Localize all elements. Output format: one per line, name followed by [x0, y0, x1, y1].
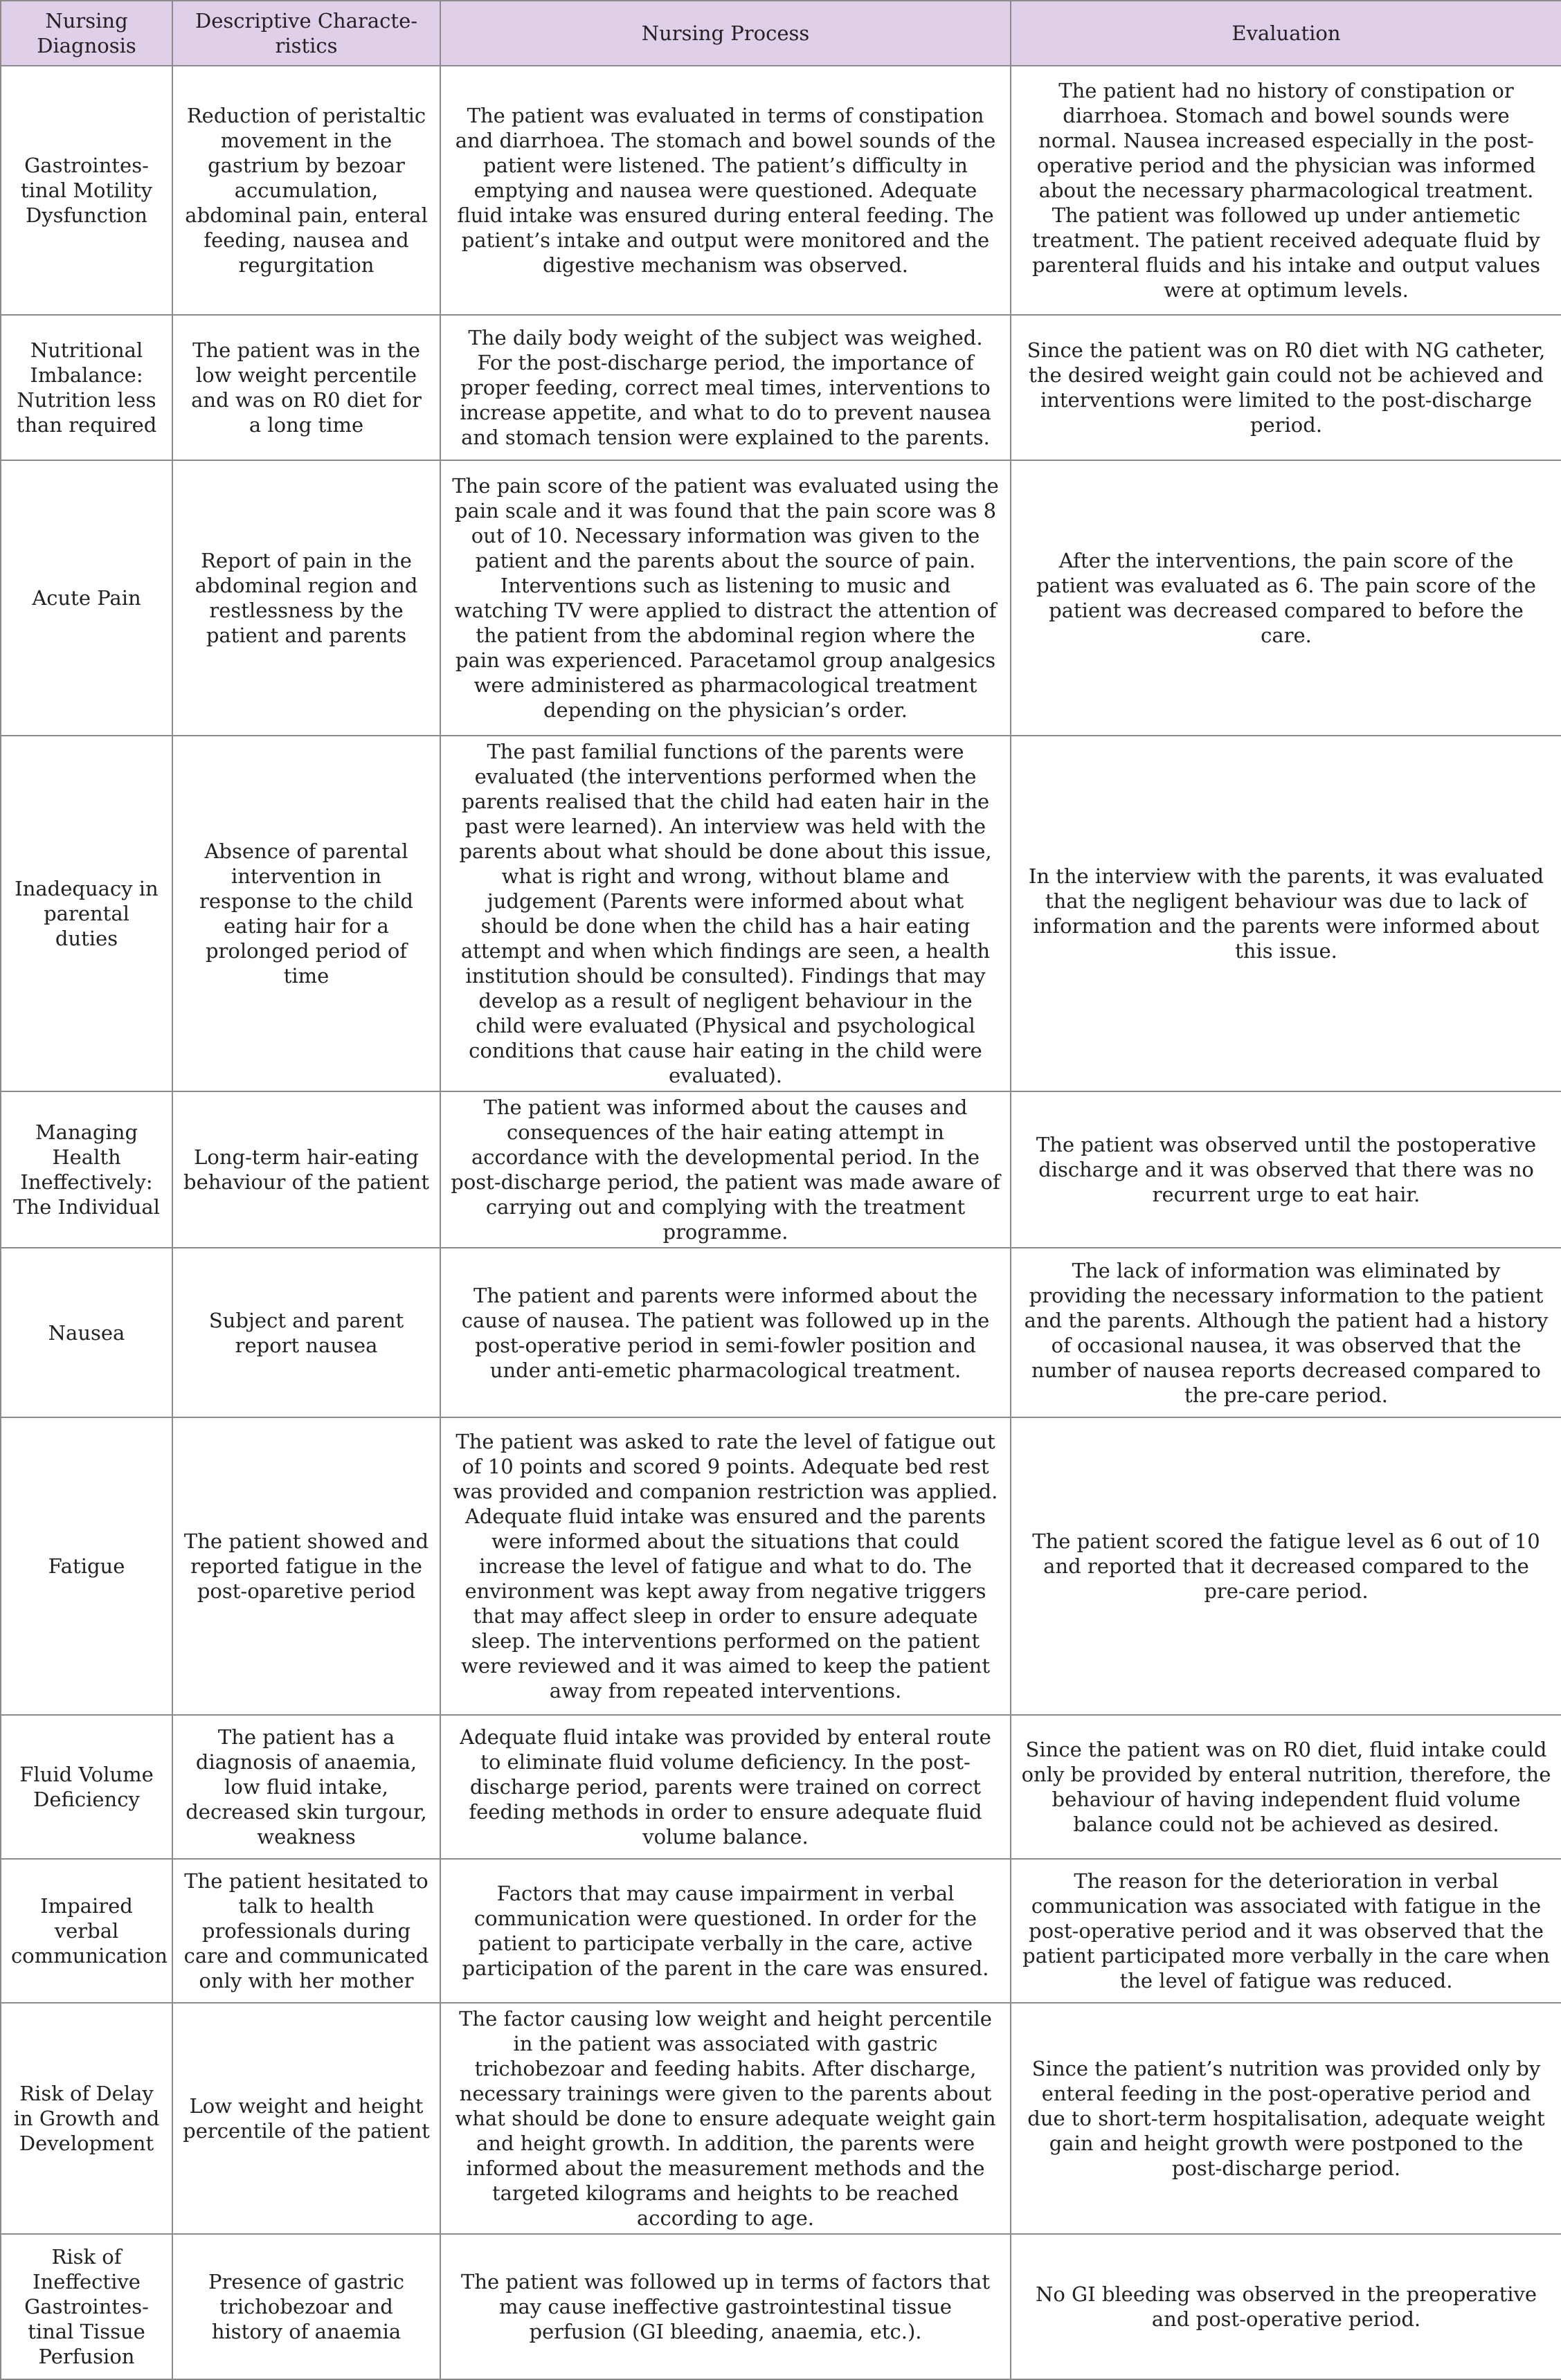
table-row — [1, 315, 1561, 460]
cell-characteristics: The patient showed and reported fatigue in the post-oparetive period — [172, 1417, 440, 1715]
table-row — [1, 1091, 1561, 1248]
table-row — [1, 460, 1561, 736]
cell-characteristics: Subject and parent report nausea — [172, 1248, 440, 1417]
table-row — [1, 2003, 1561, 2234]
cell-process: The patient and parents were informed about the cause of nausea. The patient was followed up in the post-operative period in semi-fowler position and under anti-emetic pharmacological treatment. — [440, 1248, 1011, 1417]
cell-diagnosis: Risk of Delay in Growth and Development — [1, 2003, 172, 2234]
header-descriptive-characteristics: Descriptive Characte-ristics — [172, 1, 440, 66]
cell-characteristics: Presence of gastric trichobezoar and history of anaemia — [172, 2234, 440, 2379]
cell-characteristics: The patient hesitated to talk to health professionals during care and communicated only with her mother — [172, 1859, 440, 2003]
cell-evaluation: The reason for the deterioration in verbal communication was associated with fatigue in the post-operative period and it was observed that the patient participated more verbally in the care when the level of fatigue was reduced. — [1011, 1859, 1561, 2003]
table-row — [1, 1715, 1561, 1859]
cell-diagnosis: Impaired verbal communication — [1, 1859, 172, 2003]
cell-process: Adequate fluid intake was provided by enteral route to eliminate fluid volume deficiency. In the post-discharge period, parents were trained on correct feeding methods in order to ensure adequate fluid volume balance. — [440, 1715, 1011, 1859]
header-nursing-diagnosis: Nursing Diagnosis — [1, 1, 172, 66]
cell-characteristics: Reduction of peristaltic movement in the gastrium by bezoar accumulation, abdominal pain, enteral feeding, nausea and regurgitation — [172, 66, 440, 315]
table-header-row — [1, 1, 1561, 66]
table-row — [1, 2234, 1561, 2379]
cell-evaluation: Since the patient was on R0 diet with NG catheter, the desired weight gain could not be achieved and interventions were limited to the post-discharge period. — [1011, 315, 1561, 460]
cell-process: The pain score of the patient was evaluated using the pain scale and it was found that the pain score was 8 out of 10. Necessary information was given to the patient and the parents about the source of pain. Interventions such as listening to music and watching TV were applied to distract the attention of the patient from the abdominal region where the pain was experienced. Paracetamol group analgesics were administered as pharmacological treatment depending on the physician’s order. — [440, 460, 1011, 736]
table-row — [1, 1859, 1561, 2003]
cell-characteristics: The patient was in the low weight percentile and was on R0 diet for a long time — [172, 315, 440, 460]
cell-characteristics: Long-term hair-eating behaviour of the patient — [172, 1091, 440, 1248]
header-evaluation: Evaluation — [1011, 1, 1561, 66]
cell-diagnosis: Nausea — [1, 1248, 172, 1417]
cell-process: The daily body weight of the subject was weighed. For the post-discharge period, the importance of proper feeding, correct meal times, interventions to increase appetite, and what to do to prevent nausea and stomach tension were explained to the parents. — [440, 315, 1011, 460]
cell-characteristics: The patient has a diagnosis of anaemia, low fluid intake, decreased skin turgour, weakness — [172, 1715, 440, 1859]
table-row — [1, 1417, 1561, 1715]
cell-evaluation: The patient had no history of constipation or diarrhoea. Stomach and bowel sounds were normal. Nausea increased especially in the post-operative period and the physician was informed about the necessary pharmacological treatment. The patient was followed up under antiemetic treatment. The patient received adequate fluid by parenteral fluids and his intake and output values were at optimum levels. — [1011, 66, 1561, 315]
cell-process: The patient was asked to rate the level of fatigue out of 10 points and scored 9 points. Adequate bed rest was provided and companion restriction was applied. Adequate fluid intake was ensured and the parents were informed about the situations that could increase the level of fatigue and what to do. The environment was kept away from negative triggers that may affect sleep in order to ensure adequate sleep. The interventions performed on the patient were reviewed and it was aimed to keep the patient away from repeated interventions. — [440, 1417, 1011, 1715]
cell-diagnosis: Inadequacy in parental duties — [1, 736, 172, 1091]
cell-process: The patient was followed up in terms of factors that may cause ineffective gastrointestinal tissue perfusion (GI bleeding, anaemia, etc.). — [440, 2234, 1011, 2379]
cell-diagnosis: Fatigue — [1, 1417, 172, 1715]
cell-evaluation: Since the patient’s nutrition was provided only by enteral feeding in the post-operative period and due to short-term hospitalisation, adequate weight gain and height growth were postponed to the post-discharge period. — [1011, 2003, 1561, 2234]
cell-process: Factors that may cause impairment in verbal communication were questioned. In order for the patient to participate verbally in the care, active participation of the parent in the care was ensured. — [440, 1859, 1011, 2003]
cell-diagnosis: Acute Pain — [1, 460, 172, 736]
cell-evaluation: Since the patient was on R0 diet, fluid intake could only be provided by enteral nutrition, therefore, the behaviour of having independent fluid volume balance could not be achieved as desired. — [1011, 1715, 1561, 1859]
cell-evaluation: The lack of information was eliminated by providing the necessary information to the patient and the parents. Although the patient had a history of occasional nausea, it was observed that the number of nausea reports decreased compared to the pre-care period. — [1011, 1248, 1561, 1417]
cell-process: The patient was informed about the causes and consequences of the hair eating attempt in accordance with the developmental period. In the post-discharge period, the patient was made aware of carrying out and complying with the treatment programme. — [440, 1091, 1011, 1248]
table-row — [1, 66, 1561, 315]
cell-process: The past familial functions of the parents were evaluated (the interventions performed when the parents realised that the child had eaten hair in the past were learned). An interview was held with the parents about what should be done about this issue, what is right and wrong, without blame and judgement (Parents were informed about what should be done when the child has a hair eating attempt and when which findings are seen, a health institution should be consulted). Findings that may develop as a result of negligent behaviour in the child were evaluated (Physical and psychological conditions that cause hair eating in the child were evaluated). — [440, 736, 1011, 1091]
cell-evaluation: After the interventions, the pain score of the patient was evaluated as 6. The pain score of the patient was decreased compared to before the care. — [1011, 460, 1561, 736]
cell-characteristics: Report of pain in the abdominal region and restlessness by the patient and parents — [172, 460, 440, 736]
header-nursing-process: Nursing Process — [440, 1, 1011, 66]
cell-characteristics: Absence of parental intervention in response to the child eating hair for a prolonged period of time — [172, 736, 440, 1091]
cell-characteristics: Low weight and height percentile of the patient — [172, 2003, 440, 2234]
cell-evaluation: No GI bleeding was observed in the preoperative and post-operative period. — [1011, 2234, 1561, 2379]
cell-diagnosis: Gastrointes-tinal Motility Dysfunction — [1, 66, 172, 315]
cell-evaluation: In the interview with the parents, it was evaluated that the negligent behaviour was due to lack of information and the parents were informed about this issue. — [1011, 736, 1561, 1091]
cell-process: The factor causing low weight and height percentile in the patient was associated with gastric trichobezoar and feeding habits. After discharge, necessary trainings were given to the parents about what should be done to ensure adequate weight gain and height growth. In addition, the parents were informed about the measurement methods and the targeted kilograms and heights to be reached according to age. — [440, 2003, 1011, 2234]
cell-process: The patient was evaluated in terms of constipation and diarrhoea. The stomach and bowel sounds of the patient were listened. The patient’s difficulty in emptying and nausea were questioned. Adequate fluid intake was ensured during enteral feeding. The patient’s intake and output were monitored and the digestive mechanism was observed. — [440, 66, 1011, 315]
cell-diagnosis: Managing Health Ineffectively: The Individual — [1, 1091, 172, 1248]
cell-diagnosis: Risk of Ineffective Gastrointes-tinal Tissue Perfusion — [1, 2234, 172, 2379]
cell-diagnosis: Fluid Volume Deficiency — [1, 1715, 172, 1859]
table-row — [1, 736, 1561, 1091]
cell-evaluation: The patient was observed until the postoperative discharge and it was observed that there was no recurrent urge to eat hair. — [1011, 1091, 1561, 1248]
cell-diagnosis: Nutritional Imbalance: Nutrition less than required — [1, 315, 172, 460]
table-row — [1, 1248, 1561, 1417]
cell-evaluation: The patient scored the fatigue level as 6 out of 10 and reported that it decreased compared to the pre-care period. — [1011, 1417, 1561, 1715]
